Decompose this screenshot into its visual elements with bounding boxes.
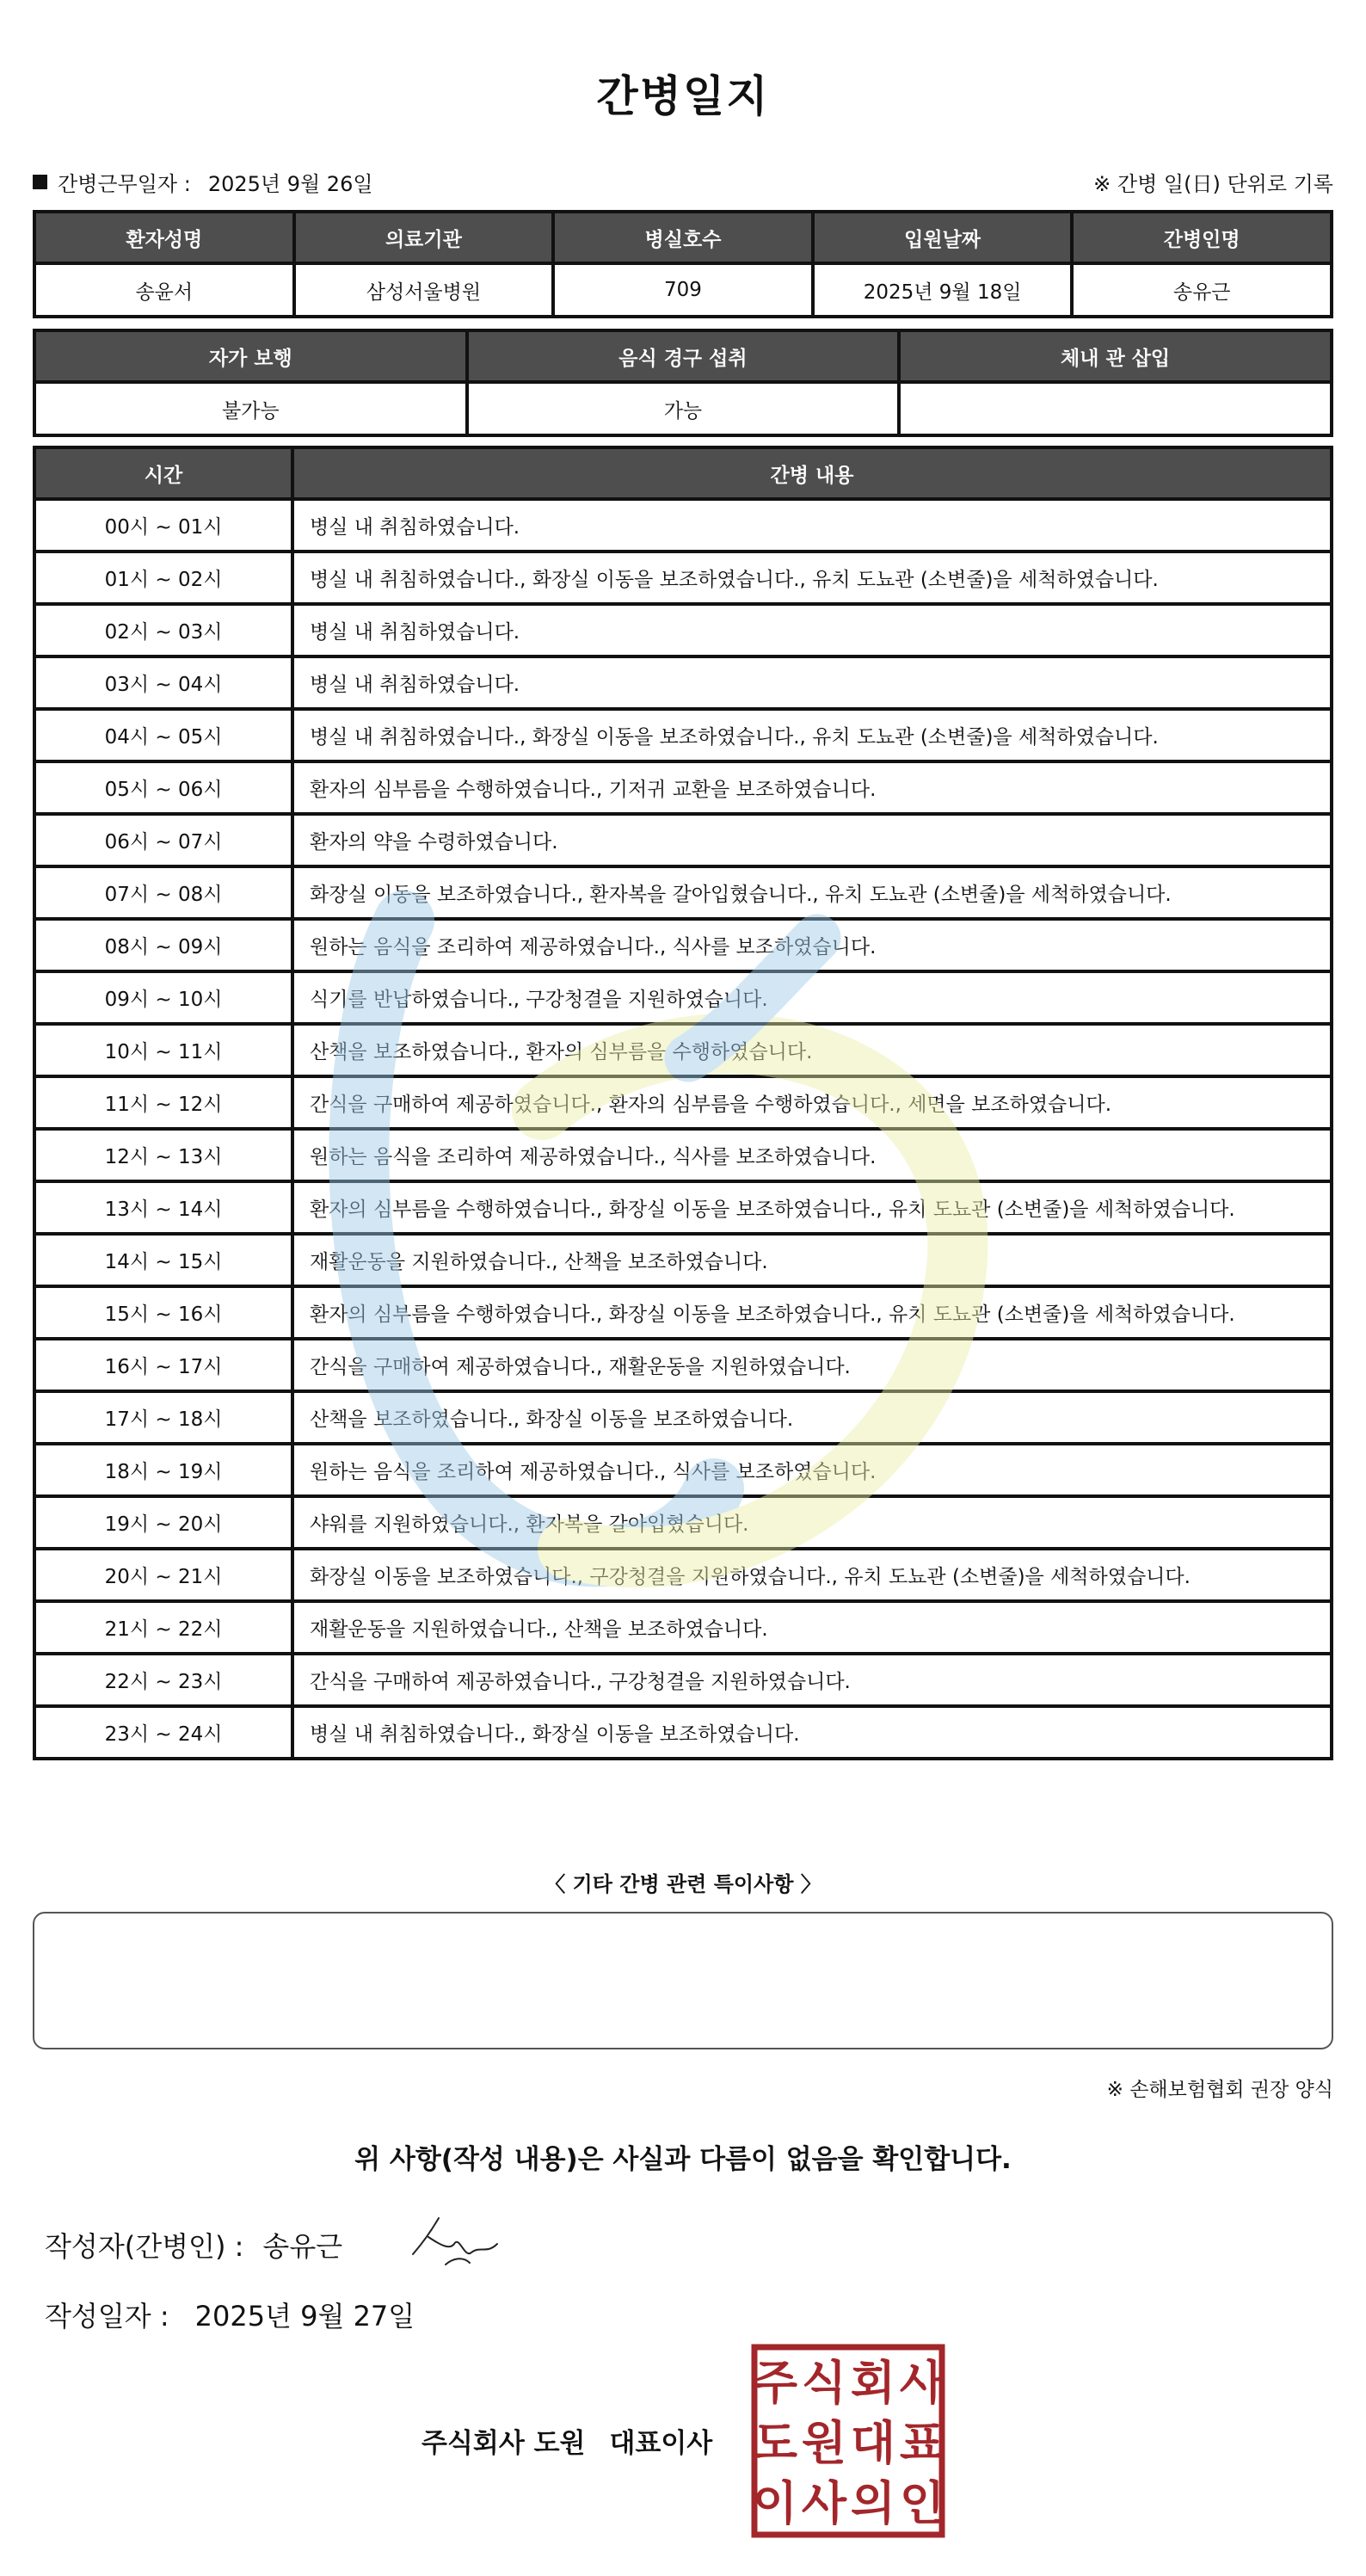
time-cell: 16시 ~ 17시: [34, 1339, 292, 1391]
time-cell: 09시 ~ 10시: [34, 971, 292, 1024]
square-bullet-icon: [33, 175, 47, 189]
seal-glyph: 인: [899, 2476, 945, 2530]
patient-name: 송윤서: [34, 263, 294, 317]
care-content-cell: 병실 내 취침하였습니다., 화장실 이동을 보조하였습니다., 유치 도뇨관 (소변줄)을 세척하였습니다.: [292, 552, 1332, 604]
time-cell: 15시 ~ 16시: [34, 1286, 292, 1339]
time-cell: 21시 ~ 22시: [34, 1601, 292, 1654]
time-cell: 07시 ~ 08시: [34, 866, 292, 919]
table-row: [34, 552, 1332, 604]
table-row: [34, 1706, 1332, 1759]
time-cell: 06시 ~ 07시: [34, 814, 292, 866]
care-content-cell: 병실 내 취침하였습니다.: [292, 499, 1332, 552]
care-content-cell: 샤워를 지원하였습니다., 환자복을 갈아입혔습니다.: [292, 1496, 1332, 1549]
work-date-value: 2025년 9월 26일: [207, 172, 373, 196]
seal-glyph: 회: [850, 2356, 896, 2410]
care-content-cell: 환자의 심부름을 수행하였습니다., 기저귀 교환을 보조하였습니다.: [292, 761, 1332, 814]
time-cell: 12시 ~ 13시: [34, 1129, 292, 1181]
company-representative: 대표이사: [609, 2428, 713, 2459]
table-row: [34, 1181, 1332, 1234]
oral-intake: 가능: [467, 382, 900, 435]
patient-status-table: [33, 329, 1333, 437]
seal-glyph: 주: [752, 2356, 798, 2410]
time-cell: 17시 ~ 18시: [34, 1391, 292, 1444]
time-cell: 19시 ~ 20시: [34, 1496, 292, 1549]
company-name: 주식회사 도원: [421, 2428, 586, 2459]
header-care-content: 간병 내용: [292, 447, 1332, 499]
seal-glyph: 도: [752, 2416, 798, 2470]
header-room: 병실호수: [553, 212, 813, 263]
header-admission-date: 입원날짜: [813, 212, 1073, 263]
time-cell: 05시 ~ 06시: [34, 761, 292, 814]
table-row: [34, 814, 1332, 866]
header-time: 시간: [34, 447, 292, 499]
seal-glyph: 원: [801, 2416, 847, 2470]
table-row: [34, 866, 1332, 919]
seal-glyph: 사: [899, 2356, 945, 2410]
written-date-line: [45, 2295, 415, 2334]
table-row: [34, 971, 1332, 1024]
table-row: [34, 1286, 1332, 1339]
meta-row: [33, 163, 1333, 198]
care-content-cell: 원하는 음식을 조리하여 제공하였습니다., 식사를 보조하였습니다.: [292, 1129, 1332, 1181]
seal-glyph: 대: [850, 2416, 896, 2470]
care-content-cell: 재활운동을 지원하였습니다., 산책을 보조하였습니다.: [292, 1601, 1332, 1654]
tube-insertion: [899, 382, 1332, 435]
confirmation-statement: 위 사항(작성 내용)은 사실과 다름이 없음을 확인합니다.: [354, 2144, 1012, 2175]
care-content-cell: 간식을 구매하여 제공하였습니다., 구강청결을 지원하였습니다.: [292, 1654, 1332, 1706]
header-tube-insertion: 체내 관 삽입: [899, 330, 1332, 382]
care-content-cell: 환자의 약을 수령하였습니다.: [292, 814, 1332, 866]
care-content-cell: 간식을 구매하여 제공하였습니다., 환자의 심부름을 수행하였습니다., 세면을 보조하였습니다.: [292, 1076, 1332, 1129]
care-content-cell: 병실 내 취침하였습니다., 화장실 이동을 보조하였습니다.: [292, 1706, 1332, 1759]
care-content-cell: 병실 내 취침하였습니다., 화장실 이동을 보조하였습니다., 유치 도뇨관 (소변줄)을 세척하였습니다.: [292, 709, 1332, 761]
seal-glyph: 이: [752, 2476, 798, 2530]
care-content-cell: 산책을 보조하였습니다., 화장실 이동을 보조하였습니다.: [292, 1391, 1332, 1444]
table-row: [34, 656, 1332, 709]
page-title: 간병일지: [596, 71, 770, 121]
admission-date: 2025년 9월 18일: [813, 263, 1073, 317]
patient-info-table: [33, 210, 1333, 318]
self-walking: 불가능: [34, 382, 467, 435]
hospital: 삼성서울병원: [294, 263, 554, 317]
header-self-walking: 자가 보행: [34, 330, 467, 382]
writer-line: [45, 2225, 342, 2265]
time-cell: 13시 ~ 14시: [34, 1181, 292, 1234]
time-cell: 01시 ~ 02시: [34, 552, 292, 604]
table-row: [34, 1496, 1332, 1549]
table-row: [34, 1549, 1332, 1601]
care-log-table: [33, 446, 1333, 1760]
care-content-cell: 화장실 이동을 보조하였습니다., 구강청결을 지원하였습니다., 유치 도뇨관 (소변줄)을 세척하였습니다.: [292, 1549, 1332, 1601]
table-row: [34, 761, 1332, 814]
care-content-cell: 원하는 음식을 조리하여 제공하였습니다., 식사를 보조하였습니다.: [292, 919, 1332, 971]
care-content-cell: 환자의 심부름을 수행하였습니다., 화장실 이동을 보조하였습니다., 유치 도뇨관 (소변줄)을 세척하였습니다.: [292, 1181, 1332, 1234]
table-row: [34, 604, 1332, 656]
time-cell: 02시 ~ 03시: [34, 604, 292, 656]
time-cell: 11시 ~ 12시: [34, 1076, 292, 1129]
care-content-cell: 식기를 반납하였습니다., 구강청결을 지원하였습니다.: [292, 971, 1332, 1024]
time-cell: 22시 ~ 23시: [34, 1654, 292, 1706]
work-date: [33, 167, 373, 197]
care-content-cell: 원하는 음식을 조리하여 제공하였습니다., 식사를 보조하였습니다.: [292, 1444, 1332, 1496]
care-content-cell: 병실 내 취침하였습니다.: [292, 604, 1332, 656]
table-row: [34, 1654, 1332, 1706]
time-cell: 08시 ~ 09시: [34, 919, 292, 971]
header-oral-intake: 음식 경구 섭취: [467, 330, 900, 382]
time-cell: 14시 ~ 15시: [34, 1234, 292, 1286]
table-row: [34, 1339, 1332, 1391]
written-date-label: 작성일자 :: [45, 2300, 169, 2333]
header-hospital: 의료기관: [294, 212, 554, 263]
caregiver-name: 송유근: [1072, 263, 1332, 317]
signature-icon: [403, 2211, 506, 2271]
time-cell: 20시 ~ 21시: [34, 1549, 292, 1601]
header-caregiver: 간병인명: [1072, 212, 1332, 263]
time-cell: 18시 ~ 19시: [34, 1444, 292, 1496]
care-content-cell: 화장실 이동을 보조하였습니다., 환자복을 갈아입혔습니다., 유치 도뇨관 (소변줄)을 세척하였습니다.: [292, 866, 1332, 919]
time-cell: 10시 ~ 11시: [34, 1024, 292, 1076]
form-source-note: ※ 손해보험협회 권장 양식: [1106, 2079, 1333, 2101]
written-date-value: 2025년 9월 27일: [194, 2300, 415, 2333]
table-row: [34, 1444, 1332, 1496]
header-patient-name: 환자성명: [34, 212, 294, 263]
time-cell: 00시 ~ 01시: [34, 499, 292, 552]
table-row: [34, 1391, 1332, 1444]
table-row: [34, 1129, 1332, 1181]
notes-title: 〈 기타 간병 관련 특이사항 〉: [545, 1872, 821, 1896]
table-row: [34, 709, 1332, 761]
room-number: 709: [553, 263, 813, 317]
table-row: [34, 499, 1332, 552]
time-cell: 23시 ~ 24시: [34, 1706, 292, 1759]
table-row: [34, 1234, 1332, 1286]
table-row: [34, 1024, 1332, 1076]
writer-label: 작성자(간병인) :: [45, 2230, 244, 2263]
company-seal-stamp: [751, 2344, 945, 2538]
care-content-cell: 간식을 구매하여 제공하였습니다., 재활운동을 지원하였습니다.: [292, 1339, 1332, 1391]
time-cell: 04시 ~ 05시: [34, 709, 292, 761]
seal-glyph: 식: [801, 2356, 847, 2410]
record-note: ※ 간병 일(日) 단위로 기록: [1093, 172, 1333, 196]
care-content-cell: 산책을 보조하였습니다., 환자의 심부름을 수행하였습니다.: [292, 1024, 1332, 1076]
table-row: [34, 1076, 1332, 1129]
seal-glyph: 표: [899, 2416, 945, 2470]
care-content-cell: 환자의 심부름을 수행하였습니다., 화장실 이동을 보조하였습니다., 유치 도뇨관 (소변줄)을 세척하였습니다.: [292, 1286, 1332, 1339]
writer-name: 송유근: [262, 2230, 343, 2263]
time-cell: 03시 ~ 04시: [34, 656, 292, 709]
notes-box: [33, 1912, 1333, 2049]
seal-glyph: 의: [850, 2476, 896, 2530]
seal-glyph: 사: [801, 2476, 847, 2530]
care-content-cell: 재활운동을 지원하였습니다., 산책을 보조하였습니다.: [292, 1234, 1332, 1286]
table-row: [34, 919, 1332, 971]
table-row: [34, 1601, 1332, 1654]
company-line: [421, 2421, 712, 2460]
work-date-label: 간병근무일자 :: [58, 172, 191, 196]
care-content-cell: 병실 내 취침하였습니다.: [292, 656, 1332, 709]
